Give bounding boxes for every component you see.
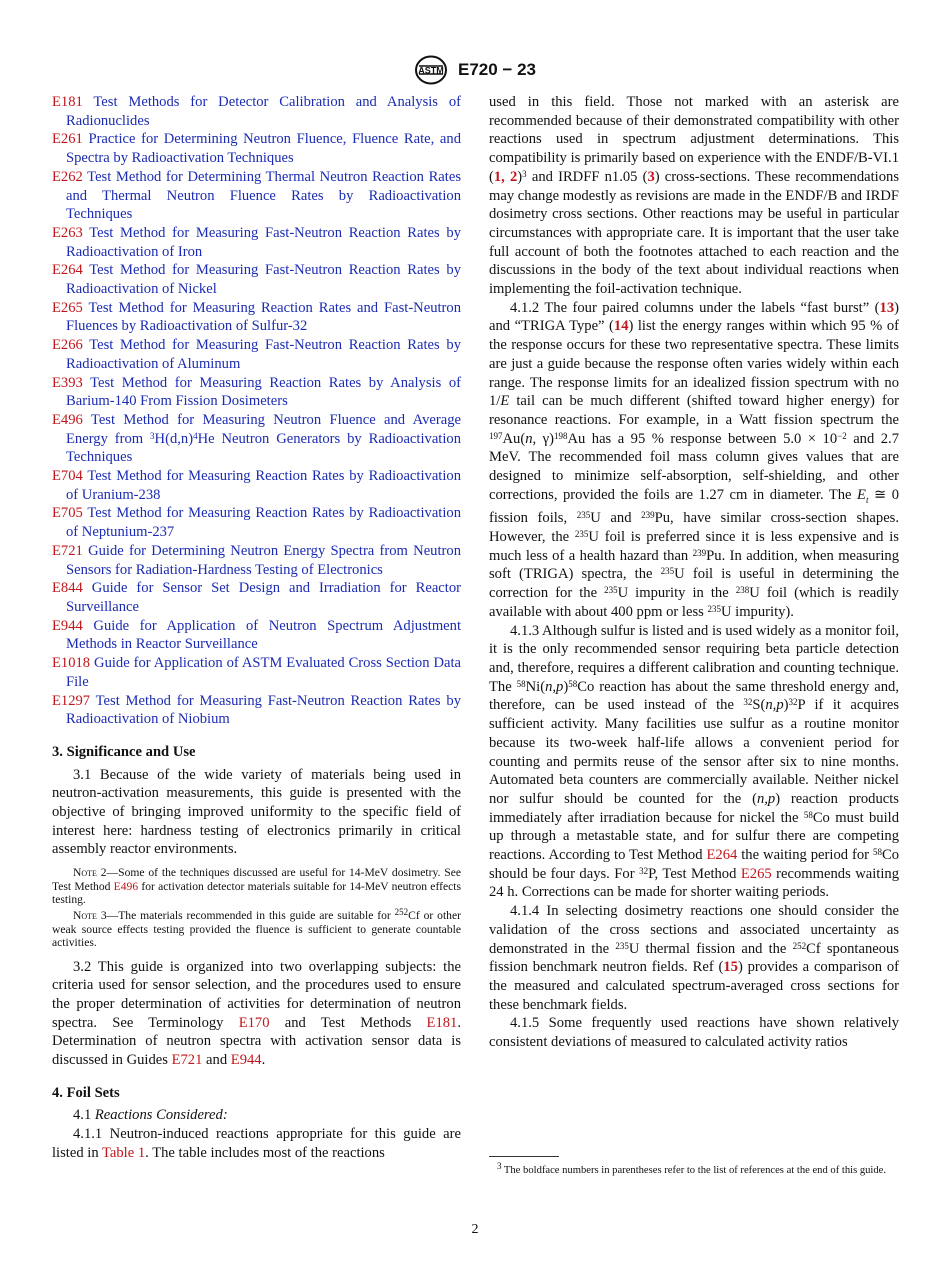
reference-title: Guide for Application of Neutron Spectrum Adjustment Methods in Reactor Surveillance bbox=[66, 617, 461, 653]
reference-link[interactable]: E944 bbox=[52, 617, 83, 634]
reference-title: Test Method for Measuring Neutron Fluence and Average Energy from $^3H(d,n)^4He$ Neutron Generators by Radioactivation Techniques bbox=[66, 411, 461, 466]
reference-item bbox=[52, 168, 461, 224]
reference-item bbox=[52, 504, 461, 541]
reference-link[interactable]: E264 bbox=[706, 847, 738, 864]
reference-link[interactable]: E844 bbox=[52, 580, 83, 597]
citation-link[interactable]: 14 bbox=[613, 318, 629, 335]
reference-link[interactable]: E393 bbox=[52, 374, 83, 391]
paragraph: 3.2 This guide is organized into two overlapping subjects: the criteria used for sensor selection, and the procedures used to ensure the proper determination of activities for determination of neutron spectra. See Terminology E170 and Test Methods E181. Determination of neutron spectra with activation sensor data is discussed in Guides E721 and E944. bbox=[52, 958, 461, 1069]
reference-item bbox=[52, 93, 461, 130]
paragraph: 4.1.3 Although sulfur is listed and is used widely as a monitor foil, it is the only recommended sensor requiring beta particle detection and, therefore, requires a different calibration and counting technique. The $^{58}Ni(n,p)^{58}Co$ reaction has about the same threshold energy and, therefore, can be used instead of the $^{32}S(n,p)^{32}P$ if it acquires sufficient activity. Many facilities use sulfur as a routine monitor because its two-week half-life allows a convenient period for counting and permits reuse of the sensor after six to nine months. Automated beta counters are commercially available. Neither nickel nor sulfur should be counted for the (n,p) reaction products immediately after irradiation because for nickel the $^{58}$Co must build up through a metastable state, and for sulfur there are competing reactions. According to Test Method E264 the waiting period for $^{58}$Co should be four days. For $^{32}$P, Test Method E265 recommends waiting 24 h. Corrections can be made for shorter waiting periods. bbox=[489, 622, 900, 901]
citation-link[interactable]: 1, 2 bbox=[493, 168, 518, 185]
reference-title: Guide for Application of ASTM Evaluated Cross Section Data File bbox=[66, 655, 461, 690]
reference-item bbox=[52, 261, 461, 298]
referenced-documents-list bbox=[52, 93, 461, 729]
reference-link[interactable]: E1297 bbox=[52, 692, 91, 709]
svg-text:ASTM: ASTM bbox=[418, 65, 444, 76]
reference-item bbox=[52, 542, 461, 579]
reference-title: Guide for Sensor Set Design and Irradiation for Reactor Surveillance bbox=[66, 580, 461, 615]
paragraph: 3.1 Because of the wide variety of materials being used in neutron-activation measurements, this guide is presented with the objective of bringing improved uniformity to the specific field of interest here: hardness testing of electronics primarily in critical assembly reactor environments. bbox=[52, 766, 461, 858]
reference-link[interactable]: E721 bbox=[171, 1052, 203, 1069]
right-column bbox=[489, 93, 899, 1052]
paragraph: used in this field. Those not marked with an asterisk are recommended because of their demonstrated compatibility with other reactions used in spectrum adjustment determinations. This compatibility is primarily based on experience with the ENDF/B-VI.1 (1, 2)$^3$ and IRDFF n1.05 (3) cross-sections. These recommendations may change modestly as revisions are made in the ENDF/B and IRDF dosimetry cross sections. Other reactions may be useful in particular circumstances with appropriate care. It is important that the user take full account of both the footnotes attached to each reaction and the discussions in the body of the text about individual reactions when implementing the foil-activation technique. bbox=[489, 94, 899, 298]
reference-title: Test Method for Measuring Reaction Rates by Radioactivation of Uranium-238 bbox=[66, 468, 461, 503]
reference-item bbox=[52, 411, 461, 467]
reference-item bbox=[52, 617, 461, 654]
reference-item bbox=[52, 579, 461, 616]
reference-link[interactable]: E265 bbox=[52, 299, 83, 316]
citation-link[interactable]: 3 bbox=[647, 168, 655, 185]
reference-link[interactable]: E266 bbox=[52, 337, 83, 354]
reference-link[interactable]: E944 bbox=[230, 1052, 262, 1069]
reference-title: Test Method for Measuring Fast-Neutron Reaction Rates by Radioactivation of Iron bbox=[66, 224, 461, 260]
reference-item bbox=[52, 224, 461, 261]
reference-item bbox=[52, 374, 461, 411]
page-header bbox=[0, 55, 950, 85]
reference-title: Test Method for Measuring Reaction Rates by Radioactivation of Neptunium-237 bbox=[66, 505, 461, 541]
reference-item bbox=[52, 336, 461, 373]
note-2: Note 2—Some of the techniques discussed are useful for 14-MeV dosimetry. See Test Method E496 for activation detector materials suitable for 14-MeV neutron effects testing. bbox=[52, 866, 461, 906]
reference-link[interactable]: E262 bbox=[52, 168, 83, 185]
reference-title: Test Method for Measuring Fast-Neutron Reaction Rates by Radioactivation of Nickel bbox=[66, 262, 461, 298]
reference-link[interactable]: E496 bbox=[52, 411, 83, 428]
table-link[interactable]: Table 1 bbox=[102, 1144, 146, 1161]
footnote-divider bbox=[489, 1156, 559, 1157]
reference-link[interactable]: E265 bbox=[740, 865, 772, 882]
citation-link[interactable]: 15 bbox=[723, 959, 738, 976]
paragraph: 4.1.2 The four paired columns under the labels “fast burst” (13) and “TRIGA Type” (14) list the energy ranges within which 95 % of the response occurs for these two representative spectra. These limits are just a guide because the response often varies widely within each range. The response limits for an idealized fission spectrum with no 1/E tail can be much different (shifted toward higher energy) for resonance reactions. For example, in a Watt fission spectrum the $^{197}$Au(n, γ)$^{198}$Au has a 95 % response between $5.0 \times 10^{-2}$ and 2.7 MeV. The recommended foil mass column gives values that are designed to minimize self-absorption, self-shielding, and other corrections, provided the foils are 1.27 cm in diameter. The $E_t$ ≅ 0 fission foils, $^{235}$U and $^{239}$Pu, have similar cross-section shapes. However, the $^{235}$U foil is preferred since it is less expensive and is much less of a health hazard than $^{239}$Pu. In addition, when measuring soft (TRIGA) spectra, the $^{235}$U foil is useful in determining the correction for the $^{235}$U impurity in the $^{238}$U foil (which is readily available with about 400 ppm or less $^{235}$U impurity). bbox=[489, 299, 900, 620]
reference-title: Test Method for Measuring Reaction Rates and Fast-Neutron Fluences by Radioactivation of Sulfur-32 bbox=[66, 299, 461, 335]
paragraph: 4.1 Reactions Considered: bbox=[73, 1107, 228, 1124]
reference-title: Test Methods for Detector Calibration and Analysis of Radionuclides bbox=[66, 94, 461, 129]
note-3: Note 3—The materials recommended in this guide are suitable for $^{252}$Cf or other weak source effects testing provided the fluence is sufficient to generate countable activities. bbox=[52, 907, 461, 950]
reference-link[interactable]: E721 bbox=[52, 542, 83, 559]
reference-item bbox=[52, 692, 461, 729]
reference-title: Test Method for Determining Thermal Neutron Reaction Rates and Thermal Neutron Fluence Rates by Radioactivation Techniques bbox=[66, 168, 462, 223]
document-designation: E720 − 23 bbox=[458, 60, 536, 79]
reference-title: Guide for Determining Neutron Energy Spectra from Neutron Sensors for Radiation-Hardness Testing of Electronics bbox=[66, 542, 461, 578]
reference-item bbox=[52, 654, 461, 691]
left-column bbox=[52, 93, 461, 1163]
section-heading: 3. Significance and Use bbox=[52, 743, 196, 760]
page-number: 2 bbox=[471, 1222, 479, 1237]
reference-item bbox=[52, 130, 461, 167]
paragraph: 4.1.4 In selecting dosimetry reactions one should consider the validation of the cross sections and associated uncertainty as demonstrated in the $^{235}$U thermal fission and the $^{252}$Cf spontaneous fission benchmark neutron fields. Ref (15) provides a comparison of the measured and calculated spectrum-averaged cross sections for these benchmark fields. bbox=[489, 903, 900, 1013]
reference-link[interactable]: E705 bbox=[52, 505, 83, 522]
reference-link[interactable]: E263 bbox=[52, 224, 83, 241]
astm-logo-icon bbox=[414, 55, 448, 85]
footnote-marker: 3 bbox=[522, 168, 527, 179]
reference-title: Practice for Determining Neutron Fluence, Fluence Rate, and Spectra by Radioactivation Techniques bbox=[66, 131, 461, 167]
reference-item bbox=[52, 299, 461, 336]
reference-link[interactable]: E704 bbox=[52, 468, 83, 485]
reference-link[interactable]: E181 bbox=[426, 1014, 458, 1031]
reference-link[interactable]: E264 bbox=[52, 262, 83, 279]
reference-link[interactable]: E1018 bbox=[52, 655, 91, 672]
paragraph: 4.1.1 Neutron-induced reactions appropriate for this guide are listed in Table 1. The table includes most of the reactions bbox=[52, 1126, 461, 1161]
citation-link[interactable]: 13 bbox=[879, 299, 895, 316]
reference-item bbox=[52, 467, 461, 504]
section-heading: 4. Foil Sets bbox=[52, 1084, 120, 1101]
reference-link[interactable]: E181 bbox=[52, 94, 83, 110]
reference-link[interactable]: E170 bbox=[238, 1014, 270, 1031]
reference-title: Test Method for Measuring Reaction Rates by Analysis of Barium-140 From Fission Dosimeters bbox=[66, 374, 461, 410]
paragraph: 4.1.5 Some frequently used reactions have shown relatively consistent deviations of measured to calculated activity ratios bbox=[489, 1015, 899, 1051]
reference-link[interactable]: E496 bbox=[113, 879, 139, 893]
reference-link[interactable]: E261 bbox=[52, 131, 83, 148]
reference-title: Test Method for Measuring Fast-Neutron Reaction Rates by Radioactivation of Niobium bbox=[66, 692, 461, 728]
footnote: $^3$ The boldface numbers in parentheses refer to the list of references at the end of this guide. bbox=[496, 1161, 887, 1176]
reference-title: Test Method for Measuring Fast-Neutron Reaction Rates by Radioactivation of Aluminum bbox=[66, 337, 461, 372]
